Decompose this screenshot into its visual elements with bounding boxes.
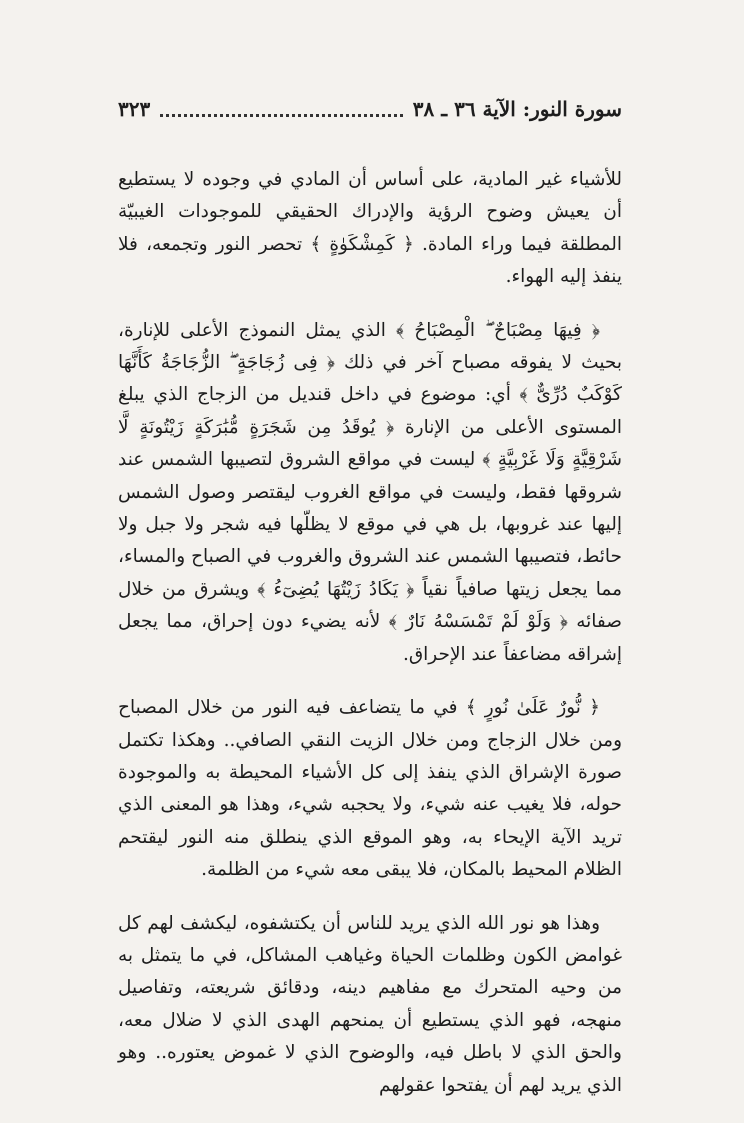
header-dot-leader <box>160 114 403 117</box>
running-header <box>118 92 622 126</box>
body-text <box>118 164 622 1123</box>
paragraph-4 <box>118 908 622 1102</box>
paragraph-3 <box>118 692 622 886</box>
paragraph-2 <box>118 315 622 671</box>
paragraph-text: وهذا هو نور الله الذي يريد للناس أن يكتشفوه، ليكشف لهم كل غوامض الكون وظلمات الحياة وغياهب المشاكل، في ما يتمثل به من وحيه المتحرك مع مفاهيم دينه، ودقائق شريعته، وتفاصيل منهجه، فهو الذي يستطيع أن يمنحهم الهدى الذي لا ضلال معه، والحق الذي لا باطل فيه، والوضوح الذي لا غموض يعتوره.. وهو الذي يريد لهم أن يفتحوا عقولهم <box>118 912 622 1096</box>
paragraph-text: للأشياء غير المادية، على أساس أن المادي في وجوده لا يستطيع أن يعيش وضوح الرؤية والإدراك الحقيقي للموجودات الغيبيّة المطلقة فيما وراء المادة. ﴿ كَمِشْكَوٰةٍ ﴾ تحصر النور وتجمعه، فلا ينفذ إليه الهواء. <box>118 169 622 288</box>
page-number: ٣٢٣ <box>118 97 151 121</box>
paragraph-text: ﴿ فِيهَا مِصْبَاحٌ ۖ الْمِصْبَاحُ ﴾ الذي يمثل النموذج الأعلى للإنارة، بحيث لا يفوقه مصباح آخر في ذلك ﴿ فِى زُجَاجَةٍ ۖ الزُّجَاجَةُ كَأَنَّهَا كَوْكَبٌ دُرِّىٌّ ﴾ أي: موضوع في داخل قنديل من الزجاج الذي يبلغ المستوى الأعلى من الإنارة ﴿ يُوقَدُ مِن شَجَرَةٍ مُّبَٰرَكَةٍ زَيْتُونَةٍ لَّا شَرْقِيَّةٍ وَلَا غَرْبِيَّةٍ ﴾ ليست في مواقع الشروق لتصيبها الشمس عند شروقها فقط، وليست في مواقع الغروب ليقتصر وصول الشمس إليها عند غروبها، بل هي في موقع لا يظلّها فيه شجر ولا جبل ولا حائط، فتصيبها الشمس عند الشروق والغروب في الصباح والمساء، مما يجعل زيتها صافياً نقياً ﴿ يَكَادُ زَيْتُهَا يُضِىٓءُ ﴾ ويشرق من خلال صفائه ﴿ وَلَوْ لَمْ تَمْسَسْهُ نَارٌ ﴾ لأنه يضيء دون إحراق، مما يجعل إشراقه مضاعفاً عند الإحراق. <box>118 319 622 665</box>
header-title: سورة النور: الآية ٣٦ ـ ٣٨ <box>412 97 622 121</box>
paragraph-1 <box>118 164 622 294</box>
paragraph-text: ﴿ نُّورٌ عَلَىٰ نُورٍ ﴾ في ما يتضاعف فيه النور من خلال المصباح ومن خلال الزجاج ومن خلال الزيت النقي الصافي.. وهكذا تكتمل صورة الإشراق الذي ينفذ إلى كل الأشياء المحيطة به والموجودة حوله، فلا يغيب عنه شيء، ولا يحجبه شيء، وهذا هو المعنى الذي تريد الآية الإيحاء به، وهو الموقع الذي ينطلق منه النور ليقتحم الظلام المحيط بالمكان، فلا يبقى معه شيء من الظلمة. <box>118 697 622 881</box>
